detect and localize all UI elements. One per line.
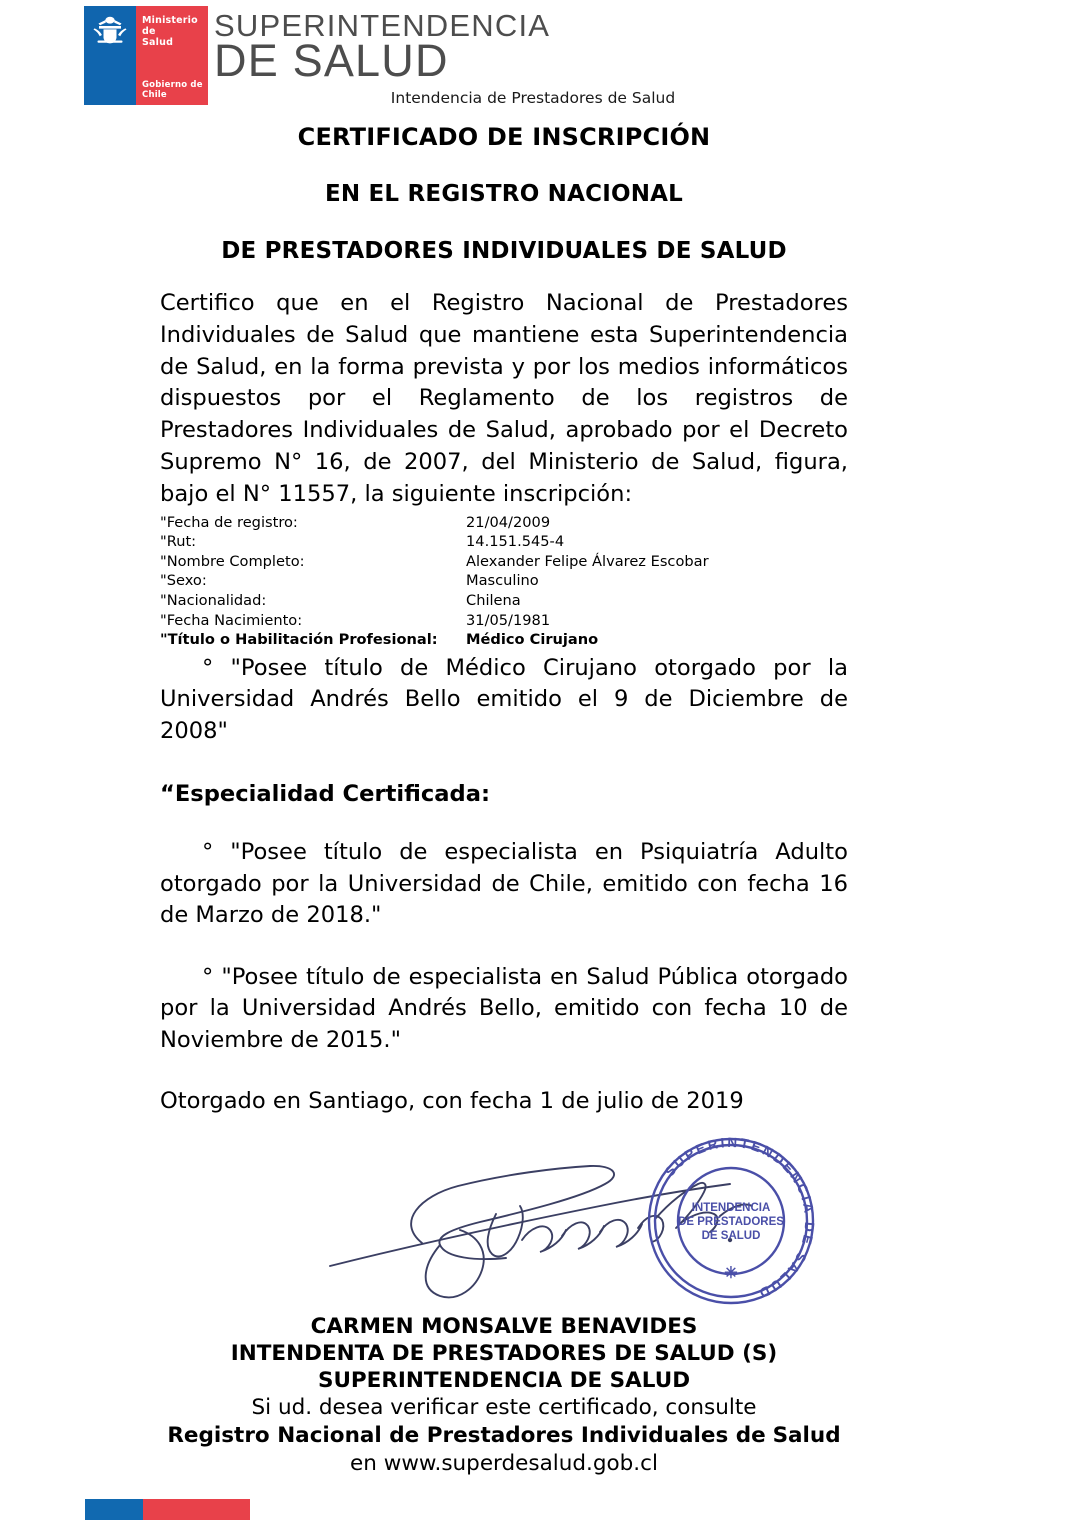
field-value: 31/05/1981 [466, 611, 551, 629]
table-row [160, 591, 848, 611]
header-subtitle: Intendencia de Prestadores de Salud [390, 89, 676, 107]
verify-instruction: Si ud. desea verificar este certificado, consulte [251, 1395, 757, 1420]
registry-website: en www.superdesalud.gob.cl [350, 1451, 658, 1476]
flag-red-segment [143, 1499, 250, 1520]
stamp-asterisk-mark: ✳ [724, 1265, 738, 1282]
ministry-label-line1: Ministerio de [142, 15, 198, 37]
stamp-inner-line-2: DE PRESTADORES [678, 1216, 784, 1228]
specialty-paragraph-2: ° "Posee título de especialista en Salud Pública otorgado por la Universidad Andrés Bello, emitido con fecha 10 de Noviembre de 2015." [160, 963, 848, 1053]
document-body [160, 118, 848, 1114]
chile-flag-bar [85, 1499, 250, 1520]
field-value: Médico Cirujano [466, 631, 599, 649]
certificate-title-line-3: DE PRESTADORES INDIVIDUALES DE SALUD [221, 238, 787, 264]
wordmark-line1: SUPERINTENDENCIA [214, 8, 551, 43]
field-label: "Nombre Completo: [160, 552, 305, 570]
page-footer [160, 1313, 848, 1478]
page-header [0, 0, 1066, 112]
registry-name-line1: Registro Nacional de Prestadores Individuales de [167, 1423, 766, 1448]
official-round-stamp-icon [636, 1126, 826, 1316]
field-value: 14.151.545-4 [466, 533, 565, 551]
signer-role: INTENDENTA DE PRESTADORES DE SALUD (S) [230, 1341, 778, 1366]
signature-area [300, 1118, 860, 1318]
granted-line: Otorgado en Santiago, con fecha 1 de julio de 2019 [160, 1088, 744, 1115]
table-row [160, 630, 848, 650]
field-value: Chilena [466, 591, 521, 609]
ministry-label-line2: Salud [142, 37, 174, 48]
certificate-title-line-2: EN EL REGISTRO NACIONAL [324, 181, 684, 207]
signer-org: SUPERINTENDENCIA DE SALUD [317, 1368, 691, 1393]
specialty-paragraph-1: ° "Posee título de especialista en Psiquiatría Adulto otorgado por la Universidad de Chile, emitido con fecha 16 de Marzo de 2018." [160, 839, 848, 929]
field-label: "Nacionalidad: [160, 591, 267, 609]
specialty-heading: “Especialidad Certificada: [160, 781, 490, 808]
table-row [160, 513, 848, 533]
registry-reference [160, 1422, 848, 1478]
certificate-title-line-1: CERTIFICADO DE INSCRIPCIÓN [297, 123, 711, 151]
stamp-inner-line-1: INTENDENCIA [691, 1202, 771, 1214]
field-label: "Fecha de registro: [160, 513, 298, 531]
wordmark-line2: DE SALUD [214, 35, 449, 86]
field-value: Masculino [466, 572, 539, 590]
table-row [160, 611, 848, 631]
field-label: "Fecha Nacimiento: [160, 611, 303, 629]
registration-fields-table [160, 513, 848, 650]
chile-coat-of-arms-icon [92, 15, 128, 45]
superintendencia-wordmark [214, 8, 551, 86]
registry-name-line2: Salud [772, 1423, 841, 1448]
field-label: "Sexo: [160, 572, 207, 590]
ministry-label [142, 15, 208, 48]
field-label: "Título o Habilitación Profesional: [160, 631, 438, 649]
field-label: "Rut: [160, 533, 197, 551]
table-row [160, 571, 848, 591]
flag-blue-segment [85, 1499, 143, 1520]
field-value: 21/04/2009 [466, 513, 551, 531]
table-row [160, 552, 848, 572]
table-row [160, 532, 848, 552]
government-label: Gobierno de Chile [142, 80, 203, 100]
degree-paragraph: ° "Posee título de Médico Cirujano otorgado por la Universidad Andrés Bello emitido el 9 de Diciembre de 2008" [160, 654, 848, 744]
stamp-inner-line-3: DE SALUD [701, 1230, 761, 1242]
signer-name: CARMEN MONSALVE BENAVIDES [310, 1314, 698, 1339]
stamp-outer-text: SUPERINTENDENCIA DE SALUD [661, 1134, 818, 1302]
intro-paragraph: Certifico que en el Registro Nacional de Prestadores Individuales de Salud que mantiene esta Superintendencia de Salud, en la forma prevista y por los medios informáticos dispuestos por el Reglamento de los registros de Prestadores Individuales de Salud, aprobado por el Decreto Supremo N° 16, de 2007, del Ministerio de Salud, figura, bajo el N° 11557, la siguiente inscripción: [160, 290, 848, 507]
field-value: Alexander Felipe Álvarez Escobar [466, 552, 709, 570]
